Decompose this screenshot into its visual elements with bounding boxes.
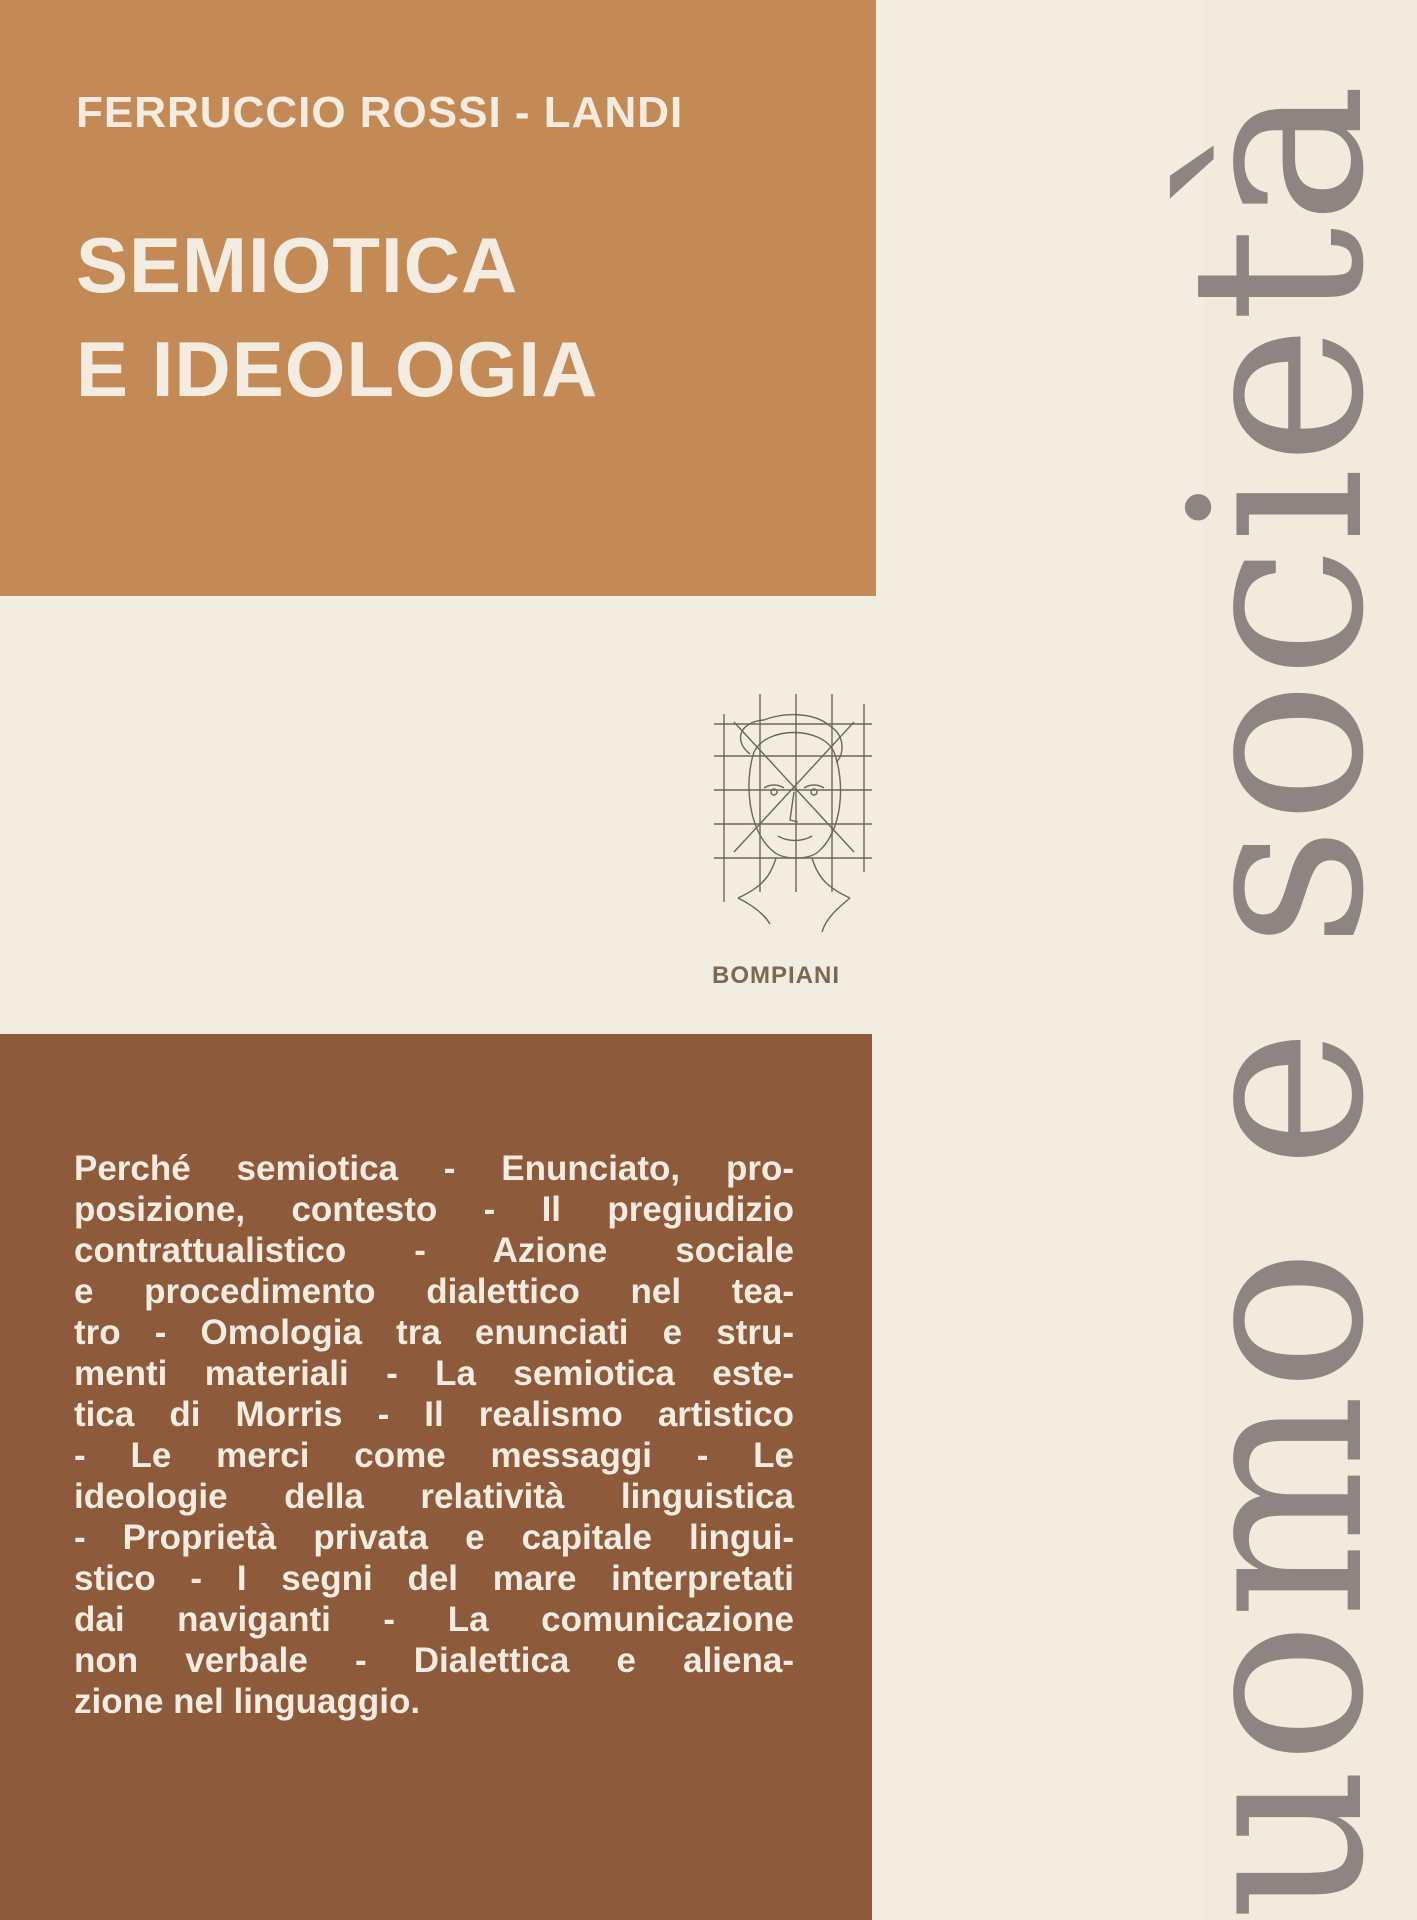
contents-line: stico - I segni del mare interpretati xyxy=(74,1559,794,1598)
contents-line: - Le merci come messaggi - Le xyxy=(74,1436,794,1475)
contents-line: posizione, contesto - Il pregiudizio xyxy=(74,1190,794,1229)
contents-line: tro - Omologia tra enunciati e stru- xyxy=(74,1313,794,1352)
author-name: FERRUCCIO ROSSI - LANDI xyxy=(76,88,684,137)
contents-line: Perché semiotica - Enunciato, pro- xyxy=(74,1149,794,1188)
contents-line: contrattualistico - Azione sociale xyxy=(74,1231,794,1270)
publisher-logo xyxy=(704,692,876,952)
face-drawing-icon xyxy=(704,692,876,952)
book-title-line-1: SEMIOTICA xyxy=(76,221,519,309)
series-title: uomo e società xyxy=(1140,81,1417,1920)
contents-line: non verbale - Dialettica e aliena- xyxy=(74,1641,794,1680)
contents-line: ideologie della relatività linguistica xyxy=(74,1477,794,1516)
contents-text xyxy=(74,1148,794,1722)
contents-line: zione nel linguaggio. xyxy=(74,1682,421,1721)
contents-line: tica di Morris - Il realismo artistico xyxy=(74,1395,794,1434)
title-panel xyxy=(0,0,876,596)
book-title-line-2: E IDEOLOGIA xyxy=(76,325,599,413)
contents-line: menti materiali - La semiotica este- xyxy=(74,1354,794,1393)
contents-line: e procedimento dialettico nel tea- xyxy=(74,1272,794,1311)
contents-line: dai naviganti - La comunicazione xyxy=(74,1600,794,1639)
contents-line: - Proprietà privata e capitale lingui- xyxy=(74,1518,794,1557)
publisher-name: BOMPIANI xyxy=(712,962,840,989)
